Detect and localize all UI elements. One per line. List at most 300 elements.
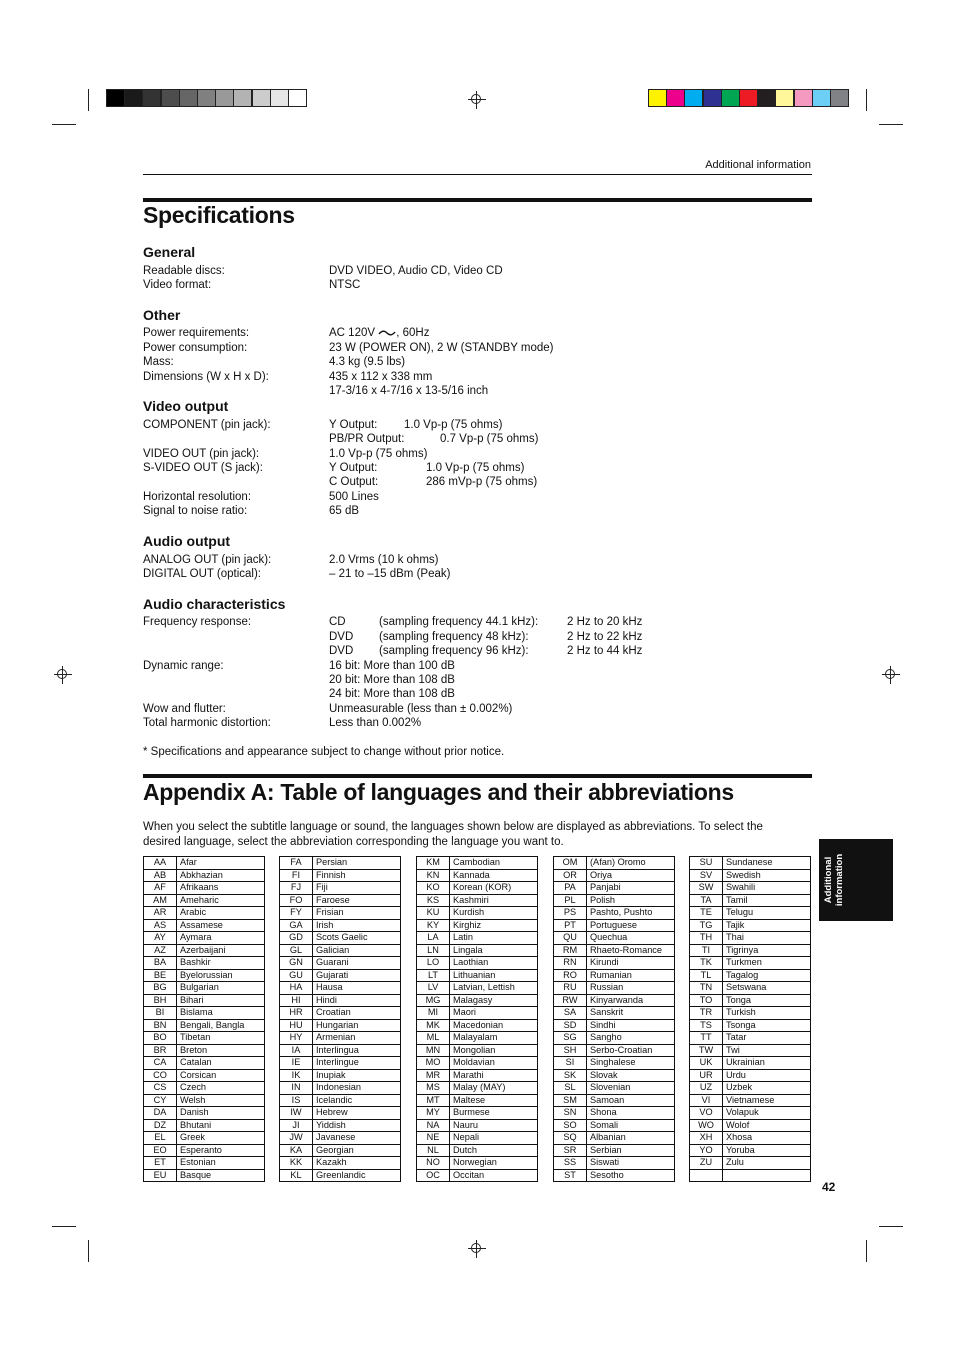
language-code: NE [417, 1132, 450, 1145]
freq-media: CD [329, 616, 346, 628]
language-name: (Afan) Oromo [587, 857, 675, 870]
language-code: MS [417, 1082, 450, 1095]
language-name: Quechua [587, 932, 675, 945]
language-name: Persian [313, 857, 401, 870]
spec-label: Mass: [143, 356, 174, 368]
language-name: Singhalese [587, 1057, 675, 1070]
table-row [144, 1044, 265, 1057]
spec-value: 1.0 Vp-p (75 ohms) [426, 462, 525, 474]
table-row [690, 1132, 811, 1145]
table-row [690, 1169, 811, 1182]
spec-value: 23 W (POWER ON), 2 W (STANDBY mode) [329, 342, 554, 354]
language-code: JI [280, 1119, 313, 1132]
language-code: UR [690, 1069, 723, 1082]
table-row [554, 907, 675, 920]
language-name: Czech [177, 1082, 265, 1095]
spec-label: Readable discs: [143, 265, 225, 277]
color-swatch [215, 89, 234, 107]
language-code: VO [690, 1107, 723, 1120]
language-name: Kazakh [313, 1157, 401, 1170]
language-code: TE [690, 907, 723, 920]
spec-value: Unmeasurable (less than ± 0.002%) [329, 703, 513, 715]
language-code: NO [417, 1157, 450, 1170]
language-name: Serbian [587, 1144, 675, 1157]
language-name: Hindi [313, 994, 401, 1007]
language-name: Indonesian [313, 1082, 401, 1095]
language-code: SR [554, 1144, 587, 1157]
spec-sublabel: Y Output: [329, 462, 378, 474]
table-row [417, 957, 538, 970]
color-swatch [161, 89, 180, 107]
language-code: KU [417, 907, 450, 920]
spec-label: COMPONENT (pin jack): [143, 419, 271, 431]
language-code: GL [280, 944, 313, 957]
language-name: Nepali [450, 1132, 538, 1145]
language-name: Basque [180, 1169, 212, 1180]
language-code: VI [690, 1094, 723, 1107]
table-row [144, 919, 265, 932]
table-row [554, 1007, 675, 1020]
spec-value: 4.3 kg (9.5 lbs) [329, 356, 406, 368]
color-swatch [270, 89, 289, 107]
language-name: Interlingue [313, 1057, 401, 1070]
language-code: KO [417, 882, 450, 895]
language-code: SL [554, 1082, 587, 1095]
table-row [280, 1044, 401, 1057]
language-name: Setswana [723, 982, 811, 995]
language-code: BO [144, 1032, 177, 1045]
language-name: Frisian [313, 907, 401, 920]
table-row [144, 857, 265, 870]
table-row [417, 1132, 538, 1145]
language-code: BG [144, 982, 177, 995]
spec-label: VIDEO OUT (pin jack): [143, 448, 260, 460]
color-swatch [775, 89, 794, 107]
language-code: PT [554, 919, 587, 932]
table-row [554, 894, 675, 907]
table-row [690, 982, 811, 995]
language-code: LT [417, 969, 450, 982]
language-name: Kinyarwanda [587, 994, 675, 1007]
table-row [417, 882, 538, 895]
language-name: Cambodian [450, 857, 538, 870]
color-swatch [106, 89, 125, 107]
language-code: BE [144, 969, 177, 982]
language-code: ML [417, 1032, 450, 1045]
language-name: Polish [587, 894, 675, 907]
table-row [280, 1094, 401, 1107]
language-name: Tatar [723, 1032, 811, 1045]
language-code: SQ [554, 1132, 587, 1145]
color-swatch [252, 89, 271, 107]
language-name: Bulgarian [177, 982, 265, 995]
table-row [554, 1082, 675, 1095]
language-code: NL [417, 1144, 450, 1157]
table-row [554, 1057, 675, 1070]
freq-media: DVD [329, 631, 354, 643]
spec-label: Power requirements: [143, 327, 250, 339]
language-name: Sindhi [587, 1019, 675, 1032]
table-row [690, 1057, 811, 1070]
language-name: Abkhazian [177, 869, 265, 882]
language-code: SU [690, 857, 723, 870]
language-name: Estonian [177, 1157, 265, 1170]
color-swatch [233, 89, 252, 107]
crop-mark [52, 124, 76, 125]
table-row [690, 1044, 811, 1057]
language-name: Tagalog [723, 969, 811, 982]
language-name: Kirundi [587, 957, 675, 970]
table-row [690, 944, 811, 957]
appendix-rule [143, 774, 812, 778]
language-code: QU [554, 932, 587, 945]
language-code: AB [144, 869, 177, 882]
language-name: Guarani [313, 957, 401, 970]
spec-note: * Specifications and appearance subject to change without prior notice. [143, 746, 505, 758]
language-code: MG [417, 994, 450, 1007]
language-name: Maori [450, 1007, 538, 1020]
language-code: LN [417, 944, 450, 957]
table-row [144, 1144, 265, 1157]
table-row [280, 894, 401, 907]
language-code: AZ [144, 944, 177, 957]
crop-mark [88, 1240, 89, 1262]
language-code: CO [144, 1069, 177, 1082]
side-tab-line: Additional [823, 856, 834, 904]
language-code: GU [280, 969, 313, 982]
language-code: TS [690, 1019, 723, 1032]
header-rule [143, 174, 812, 175]
language-name: Turkmen [723, 957, 811, 970]
language-code: AA [144, 857, 177, 870]
spec-label: Signal to noise ratio: [143, 505, 248, 517]
table-row [417, 982, 538, 995]
table-row [417, 1169, 538, 1182]
language-code: IA [280, 1044, 313, 1057]
spec-value: 20 bit: More than 108 dB [329, 674, 455, 686]
color-swatch [666, 89, 685, 107]
language-code: FO [280, 894, 313, 907]
table-row [690, 857, 811, 870]
language-code: AS [144, 919, 177, 932]
table-row [280, 1069, 401, 1082]
table-row [280, 1019, 401, 1032]
table-row [417, 969, 538, 982]
appendix-intro: When you select the subtitle language or sound, the languages shown below are displayed as abbreviations. To select the desired language, select the abbreviation corresponding the language you want to. [143, 821, 763, 848]
color-swatch [757, 89, 776, 107]
spec-label: ANALOG OUT (pin jack): [143, 554, 272, 566]
crop-mark [88, 89, 89, 111]
specifications-title: Specifications [143, 202, 295, 228]
table-row [280, 944, 401, 957]
language-code: SA [554, 1007, 587, 1020]
language-name: Byelorussian [177, 969, 265, 982]
table-row [144, 1007, 265, 1020]
language-name: Moldavian [450, 1057, 538, 1070]
table-row [280, 1119, 401, 1132]
table-row [144, 1169, 265, 1182]
language-name: Burmese [450, 1107, 538, 1120]
language-name: Marathi [450, 1069, 538, 1082]
spec-value: 1.0 Vp-p (75 ohms) [404, 419, 503, 431]
language-name: Dutch [450, 1144, 538, 1157]
language-code: PA [554, 882, 587, 895]
table-row [417, 869, 538, 882]
language-name: Wolof [723, 1119, 811, 1132]
language-code: HI [280, 994, 313, 1007]
language-name: Samoan [587, 1094, 675, 1107]
language-code: LA [417, 932, 450, 945]
language-name: Slovenian [587, 1082, 675, 1095]
language-code: RW [554, 994, 587, 1007]
table-row [690, 969, 811, 982]
language-name: Sangho [587, 1032, 675, 1045]
table-row [690, 1007, 811, 1020]
spec-value: – 21 to –15 dBm (Peak) [329, 568, 451, 580]
language-name: Pashto, Pushto [587, 907, 675, 920]
language-code: EO [144, 1144, 177, 1157]
spec-value: NTSC [329, 279, 361, 291]
table-row [690, 1019, 811, 1032]
language-name: Tigrinya [723, 944, 811, 957]
color-swatch [142, 89, 161, 107]
language-code: FI [280, 869, 313, 882]
table-row [144, 932, 265, 945]
spec-value [329, 326, 429, 341]
table-row [280, 882, 401, 895]
language-name: Portuguese [587, 919, 675, 932]
language-name: Interlingua [313, 1044, 401, 1057]
spec-label: Video format: [143, 279, 212, 291]
language-code: FJ [280, 882, 313, 895]
spec-value: 17-3/16 x 4-7/16 x 13-5/16 inch [329, 385, 489, 397]
spec-label: Horizontal resolution: [143, 491, 252, 503]
color-swatch [197, 89, 216, 107]
language-code: BH [144, 994, 177, 1007]
crop-mark [866, 1240, 867, 1262]
table-row [554, 1157, 675, 1170]
audio-characteristics-heading: Audio characteristics [143, 596, 286, 612]
spec-value: 286 mVp-p (75 ohms) [426, 476, 538, 488]
table-row [554, 994, 675, 1007]
language-name: Sanskrit [587, 1007, 675, 1020]
language-name: Irish [313, 919, 401, 932]
language-name: Bihari [177, 994, 265, 1007]
language-name: Hebrew [313, 1107, 401, 1120]
table-row [417, 1119, 538, 1132]
language-code: IS [280, 1094, 313, 1107]
header-section-label: Additional information [705, 159, 811, 171]
language-name: Malagasy [450, 994, 538, 1007]
language-code: IW [280, 1107, 313, 1120]
spec-label: Power consumption: [143, 342, 248, 354]
language-name: Tsonga [723, 1019, 811, 1032]
freq-range: 2 Hz to 20 kHz [567, 616, 643, 628]
language-name: Kashmiri [450, 894, 538, 907]
registration-mark-bottom [468, 1240, 486, 1258]
side-tab-line: information [834, 853, 845, 907]
table-row [417, 1007, 538, 1020]
table-row [690, 1082, 811, 1095]
table-row [554, 1119, 675, 1132]
table-row [280, 1082, 401, 1095]
language-name: Hausa [313, 982, 401, 995]
table-row [144, 907, 265, 920]
language-name: Javanese [313, 1132, 401, 1145]
table-row [144, 1107, 265, 1120]
language-code: KY [417, 919, 450, 932]
table-row [554, 1144, 675, 1157]
table-row [554, 1169, 675, 1182]
table-row [690, 919, 811, 932]
table-row [690, 957, 811, 970]
language-name: Latin [450, 932, 538, 945]
language-name: Russian [587, 982, 675, 995]
table-row [417, 944, 538, 957]
table-row [690, 932, 811, 945]
language-name: Bislama [177, 1007, 265, 1020]
table-row [280, 1057, 401, 1070]
table-row [554, 1132, 675, 1145]
language-name: Lithuanian [450, 969, 538, 982]
language-code: SV [690, 869, 723, 882]
language-name: Kirghiz [450, 919, 538, 932]
color-swatch [648, 89, 667, 107]
table-row [144, 1082, 265, 1095]
language-name: Catalan [177, 1057, 265, 1070]
language-name: Aymara [177, 932, 265, 945]
table-row [280, 907, 401, 920]
freq-sampling: (sampling frequency 44.1 kHz): [379, 616, 539, 628]
language-name: Afrikaans [177, 882, 265, 895]
spec-label: Frequency response: [143, 616, 252, 628]
spec-value: DVD VIDEO, Audio CD, Video CD [329, 265, 503, 277]
language-code: TN [690, 982, 723, 995]
language-code: OC [417, 1169, 450, 1182]
language-name: Arabic [177, 907, 265, 920]
language-code: BI [144, 1007, 177, 1020]
language-name: Tajik [723, 919, 811, 932]
page-number: 42 [822, 1180, 836, 1194]
table-row [554, 932, 675, 945]
table-row [554, 969, 675, 982]
language-code: RU [554, 982, 587, 995]
language-name: Norwegian [450, 1157, 538, 1170]
crop-mark [879, 124, 903, 125]
language-name: Esperanto [177, 1144, 265, 1157]
language-name: Vietnamese [723, 1094, 811, 1107]
language-name: Inupiak [313, 1069, 401, 1082]
spec-label: DIGITAL OUT (optical): [143, 568, 262, 580]
language-code: SS [554, 1157, 587, 1170]
language-code: KL [280, 1169, 313, 1182]
spec-value: 16 bit: More than 100 dB [329, 660, 455, 672]
spec-sublabel: PB/PR Output: [329, 433, 405, 445]
language-code: UK [690, 1057, 723, 1070]
language-name: Uzbek [723, 1082, 811, 1095]
table-row [690, 894, 811, 907]
language-code: ZU [690, 1157, 723, 1170]
language-code: SD [554, 1019, 587, 1032]
color-swatch [739, 89, 758, 107]
table-row [417, 1082, 538, 1095]
table-row [144, 1119, 265, 1132]
language-name: Telugu [723, 907, 811, 920]
table-row [554, 1032, 675, 1045]
language-code: FY [280, 907, 313, 920]
table-row [417, 1032, 538, 1045]
language-code: KM [417, 857, 450, 870]
language-code: SO [554, 1119, 587, 1132]
language-name: Rumanian [587, 969, 675, 982]
language-code: TK [690, 957, 723, 970]
freq-sampling: (sampling frequency 48 kHz): [379, 631, 529, 643]
language-code: AR [144, 907, 177, 920]
language-code: NA [417, 1119, 450, 1132]
table-row [280, 1169, 401, 1182]
language-name: Icelandic [313, 1094, 401, 1107]
language-name: Swedish [723, 869, 811, 882]
language-code: AF [144, 882, 177, 895]
language-name: Breton [177, 1044, 265, 1057]
spec-value: Less than 0.002% [329, 717, 422, 729]
language-name: Mongolian [450, 1044, 538, 1057]
power-voltage: AC 120V [329, 327, 376, 339]
language-name: Maltese [450, 1094, 538, 1107]
language-code: MR [417, 1069, 450, 1082]
table-row [554, 1069, 675, 1082]
language-code: YO [690, 1144, 723, 1157]
language-code: ST [554, 1169, 587, 1182]
language-name: Laothian [450, 957, 538, 970]
language-code: AY [144, 932, 177, 945]
language-name: Galician [313, 944, 401, 957]
table-row [144, 894, 265, 907]
freq-media: DVD [329, 645, 354, 657]
crop-mark [866, 89, 867, 111]
crop-mark [52, 1226, 76, 1227]
language-code: HR [280, 1007, 313, 1020]
language-name: Sundanese [723, 857, 811, 870]
language-name: Twi [723, 1044, 811, 1057]
language-code: TL [690, 969, 723, 982]
language-code: BR [144, 1044, 177, 1057]
power-frequency: , 60Hz [396, 327, 430, 339]
language-code: SM [554, 1094, 587, 1107]
language-name: Afar [177, 857, 265, 870]
language-code: MK [417, 1019, 450, 1032]
table-row [690, 1119, 811, 1132]
table-row [690, 994, 811, 1007]
language-code: MY [417, 1107, 450, 1120]
table-row [690, 882, 811, 895]
general-heading: General [143, 244, 196, 260]
table-row [554, 982, 675, 995]
language-code: CS [144, 1082, 177, 1095]
language-name: Kannada [450, 869, 538, 882]
language-code: TW [690, 1044, 723, 1057]
language-name: Ameharic [177, 894, 265, 907]
language-table [143, 856, 265, 1182]
registration-mark-left [54, 666, 72, 684]
table-row [554, 869, 675, 882]
language-code: CY [144, 1094, 177, 1107]
language-name: Welsh [177, 1094, 265, 1107]
table-row [417, 919, 538, 932]
table-row [417, 1057, 538, 1070]
table-row [280, 969, 401, 982]
language-code: TO [690, 994, 723, 1007]
